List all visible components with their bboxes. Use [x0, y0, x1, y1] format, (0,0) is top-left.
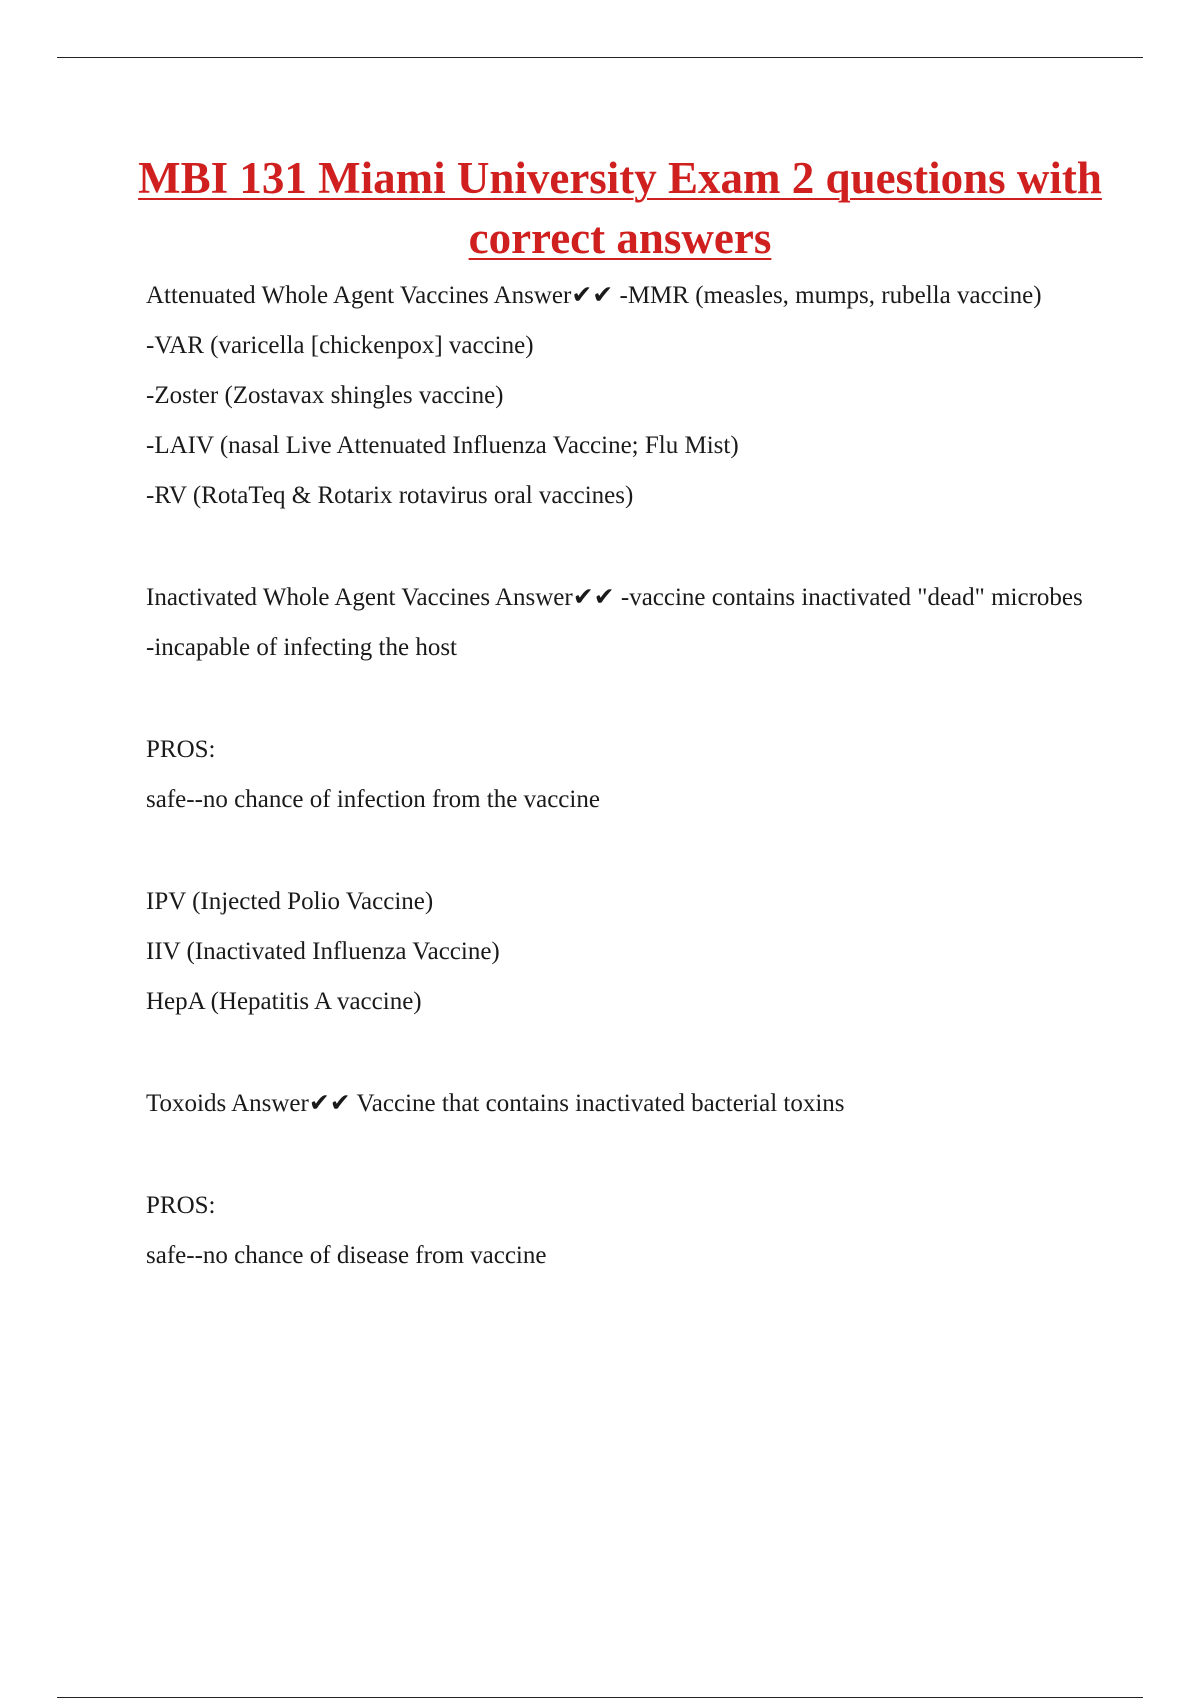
paragraph-inactivated-vaccines: Inactivated Whole Agent Vaccines Answer✔✔ -vaccine contains inactivated "dead" microbes	[146, 584, 1083, 611]
paragraph-attenuated-vaccines: Attenuated Whole Agent Vaccines Answer✔✔ -MMR (measles, mumps, rubella vaccine)	[146, 282, 1042, 309]
paragraph-toxoids: Toxoids Answer✔✔ Vaccine that contains inactivated bacterial toxins	[146, 1090, 845, 1117]
document-title: MBI 131 Miami University Exam 2 questions with correct answers	[138, 153, 1102, 263]
bottom-rule	[57, 1697, 1143, 1698]
spacer	[146, 1034, 1086, 1086]
spacer	[146, 832, 1086, 884]
pros-text: safe--no chance of disease from vaccine	[146, 1242, 547, 1269]
list-item-laiv: -LAIV (nasal Live Attenuated Influenza Vaccine; Flu Mist)	[146, 432, 739, 459]
list-item-zoster: -Zoster (Zostavax shingles vaccine)	[146, 382, 504, 409]
list-item-iiv: IIV (Inactivated Influenza Vaccine)	[146, 938, 500, 965]
list-item-ipv: IPV (Injected Polio Vaccine)	[146, 888, 434, 915]
pros-text: safe--no chance of infection from the vaccine	[146, 786, 600, 813]
spacer	[146, 528, 1086, 580]
pros-heading: PROS:	[146, 1192, 216, 1219]
pros-heading: PROS:	[146, 736, 216, 763]
spacer	[146, 1136, 1086, 1188]
list-item-incapable: -incapable of infecting the host	[146, 634, 457, 661]
spacer	[146, 680, 1086, 732]
top-rule	[57, 57, 1143, 58]
list-item-var: -VAR (varicella [chickenpox] vaccine)	[146, 332, 534, 359]
document-body	[146, 278, 1086, 1288]
list-item-hepa: HepA (Hepatitis A vaccine)	[146, 988, 422, 1015]
list-item-rv: -RV (RotaTeq & Rotarix rotavirus oral vaccines)	[146, 482, 634, 509]
